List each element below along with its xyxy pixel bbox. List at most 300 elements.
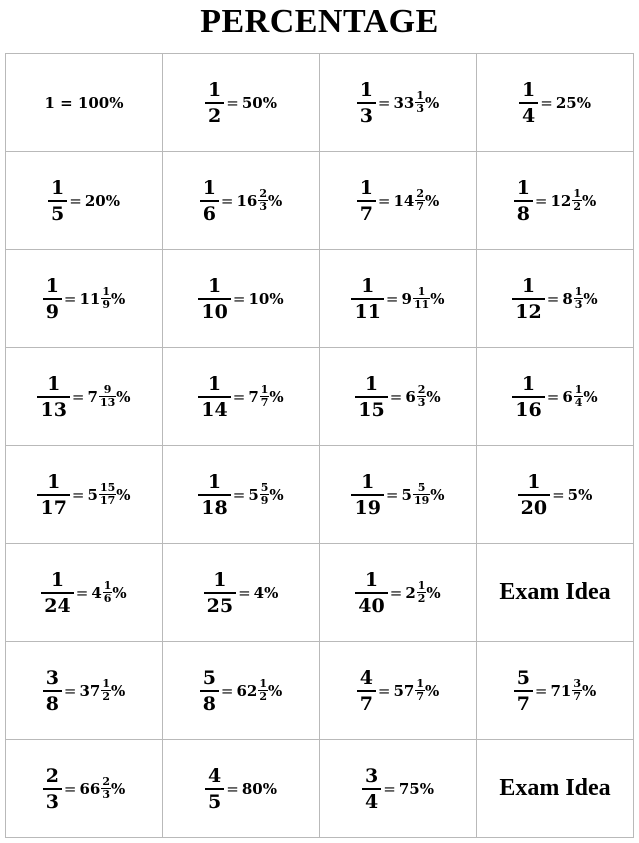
table-cell [477, 250, 634, 348]
percent-fraction [258, 188, 268, 213]
fraction-equation [200, 177, 283, 225]
percent-fraction-denominator: 3 [102, 788, 111, 801]
table-cell [477, 152, 634, 250]
table-row [6, 544, 634, 642]
percent-sign: % [269, 387, 284, 406]
table-row [6, 740, 634, 838]
fraction [198, 373, 230, 421]
table-cell [163, 544, 320, 642]
percent-fraction [574, 286, 584, 311]
percent-sign: % [582, 191, 597, 210]
percent-sign: % [426, 583, 441, 602]
equals-sign: = [232, 289, 246, 308]
percent-sign: % [105, 191, 120, 210]
percent-fraction-denominator: 6 [103, 592, 112, 605]
percent-fraction-numerator: 5 [260, 481, 269, 494]
fraction-equation [357, 667, 440, 715]
fraction [205, 765, 224, 813]
fraction-numerator: 1 [47, 470, 61, 493]
percent-whole: 66 [79, 779, 101, 798]
fraction-denominator: 4 [362, 788, 381, 813]
table-cell [163, 54, 320, 152]
percent-sign: % [419, 779, 434, 798]
fraction-numerator: 1 [361, 470, 375, 493]
fraction-numerator: 1 [521, 372, 536, 395]
percent-whole: 5 [567, 485, 579, 504]
fraction-equation [512, 275, 597, 323]
percent-fraction-denominator: 7 [573, 690, 582, 703]
fraction-numerator: 5 [202, 666, 216, 689]
equals-sign: = [75, 583, 89, 602]
percent-whole: 80 [241, 779, 263, 798]
fraction [200, 177, 219, 225]
fraction-equation [357, 79, 440, 127]
fraction [204, 569, 236, 617]
percent-whole: 7 [248, 387, 259, 406]
percent-value [540, 94, 591, 112]
table-cell [477, 446, 634, 544]
fraction-denominator: 17 [37, 494, 69, 519]
fraction [355, 569, 387, 617]
percent-value [383, 780, 434, 798]
percent-sign: % [111, 779, 126, 798]
fraction-numerator: 4 [359, 666, 373, 689]
percent-fraction-numerator: 1 [573, 187, 582, 200]
fraction-equation [514, 667, 597, 715]
fraction-equation [37, 373, 130, 421]
percent-fraction-denominator: 17 [99, 494, 116, 507]
percent-sign: % [425, 93, 440, 112]
percent-value [76, 580, 127, 605]
table-cell [163, 740, 320, 838]
fraction-numerator: 1 [213, 568, 227, 591]
fraction-equation [514, 177, 597, 225]
percent-sign: % [269, 289, 284, 308]
percent-fraction-numerator: 9 [103, 383, 112, 396]
percent-value [378, 188, 439, 213]
percent-fraction-denominator: 13 [99, 396, 116, 409]
fraction-equation [355, 569, 440, 617]
fraction-denominator: 20 [518, 494, 550, 519]
fraction-denominator: 8 [514, 200, 533, 225]
fraction-denominator: 25 [204, 592, 236, 617]
percent-fraction-numerator: 1 [260, 383, 269, 396]
percent-sign: % [425, 681, 440, 700]
percent-whole: 12 [550, 191, 572, 210]
fraction-equation [351, 471, 444, 519]
fraction-denominator: 10 [198, 298, 230, 323]
fraction [43, 667, 62, 715]
fraction-denominator: 11 [351, 298, 383, 323]
percent-fraction-numerator: 1 [574, 383, 583, 396]
table-cell [320, 740, 477, 838]
percent-fraction [99, 482, 116, 507]
percent-fraction-denominator: 3 [574, 298, 583, 311]
fraction-equation [43, 667, 126, 715]
percent-fraction [572, 678, 582, 703]
percent-value [64, 776, 125, 801]
percent-fraction [572, 188, 582, 213]
percent-fraction-numerator: 1 [103, 579, 112, 592]
fraction-denominator: 2 [205, 102, 224, 127]
equals-sign: = [226, 779, 239, 798]
fraction-denominator: 5 [205, 788, 224, 813]
equals-sign: = [389, 387, 403, 406]
percent-fraction-numerator: 1 [574, 285, 583, 298]
percent-fraction [103, 580, 113, 605]
fraction-denominator: 13 [37, 396, 69, 421]
equals-sign: = [546, 387, 560, 406]
fraction-numerator: 1 [47, 372, 61, 395]
table-cell [320, 544, 477, 642]
equals-sign: = [220, 191, 234, 210]
fraction-equation [204, 569, 279, 617]
table-cell [6, 348, 163, 446]
percent-value [72, 384, 131, 409]
percent-value [547, 384, 598, 409]
percent-fraction-denominator: 9 [102, 298, 111, 311]
percent-fraction [574, 384, 584, 409]
equals-sign: = [232, 387, 246, 406]
fraction-denominator: 15 [355, 396, 387, 421]
fraction-denominator: 8 [200, 690, 219, 715]
equals-sign: = [238, 583, 251, 602]
percent-fraction-numerator: 1 [259, 677, 268, 690]
percent-sign: % [262, 93, 277, 112]
percent-value [233, 482, 284, 507]
fraction-equation [200, 667, 283, 715]
percent-whole: 14 [393, 191, 415, 210]
table-cell [477, 642, 634, 740]
percent-whole: 16 [236, 191, 258, 210]
percent-whole: 5 [401, 485, 412, 504]
fraction-numerator: 1 [364, 568, 379, 591]
fraction-numerator: 1 [208, 78, 222, 101]
percent-whole: 5 [87, 485, 98, 504]
percent-fraction-numerator: 3 [573, 677, 582, 690]
percent-whole: 7 [87, 387, 98, 406]
fraction-numerator: 1 [208, 274, 222, 297]
percent-sign: % [583, 387, 598, 406]
fraction-equation [198, 471, 283, 519]
table-cell [6, 642, 163, 740]
page-title: PERCENTAGE [200, 3, 439, 40]
percent-whole: 50 [241, 93, 263, 112]
percent-fraction [99, 384, 116, 409]
fraction-denominator: 12 [512, 298, 544, 323]
percent-fraction-numerator: 1 [417, 285, 426, 298]
table-row [6, 250, 634, 348]
fraction-numerator: 1 [50, 568, 65, 591]
percentage-table [5, 53, 634, 838]
fraction-equation [355, 373, 440, 421]
fraction-equation [198, 275, 283, 323]
percent-value [386, 286, 445, 311]
fraction-denominator: 8 [43, 690, 62, 715]
percent-fraction-denominator: 2 [102, 690, 111, 703]
percent-whole: 5 [248, 485, 259, 504]
percent-value [386, 482, 445, 507]
fraction [205, 79, 224, 127]
percent-value [233, 290, 284, 308]
percent-fraction-denominator: 19 [413, 494, 430, 507]
fraction-equation [518, 471, 593, 519]
percent-whole: 6 [405, 387, 416, 406]
percent-sign: % [430, 289, 445, 308]
equals-sign: = [71, 485, 85, 504]
fraction-denominator: 24 [41, 592, 73, 617]
table-cell [6, 446, 163, 544]
fraction-denominator: 16 [512, 396, 544, 421]
percent-fraction-denominator: 4 [574, 396, 583, 409]
fraction-numerator: 1 [527, 470, 541, 493]
percent-whole: 10 [248, 289, 270, 308]
fraction-numerator: 1 [359, 176, 373, 199]
percent-whole: 57 [393, 681, 415, 700]
percent-whole: 25 [555, 93, 577, 112]
percent-fraction [258, 678, 268, 703]
fraction [41, 569, 73, 617]
fraction-equation [48, 177, 120, 225]
table-row [6, 642, 634, 740]
percent-fraction-denominator: 3 [417, 396, 426, 409]
percent-fraction-numerator: 2 [416, 187, 425, 200]
percent-fraction-denominator: 7 [416, 200, 425, 213]
fraction-equation [41, 569, 126, 617]
fraction [355, 373, 387, 421]
fraction-numerator: 1 [361, 274, 375, 297]
percent-fraction-numerator: 5 [417, 481, 426, 494]
percent-fraction-denominator: 2 [417, 592, 426, 605]
percent-fraction-denominator: 2 [259, 690, 268, 703]
table-cell [320, 54, 477, 152]
fraction-denominator: 7 [357, 200, 376, 225]
percent-value [69, 192, 120, 210]
percent-fraction-numerator: 2 [259, 187, 268, 200]
table-cell [320, 642, 477, 740]
percent-fraction-numerator: 1 [416, 89, 425, 102]
fraction-numerator: 1 [522, 78, 536, 101]
table-cell [477, 54, 634, 152]
table-cell [163, 446, 320, 544]
fraction [37, 471, 69, 519]
percent-whole: 4 [91, 583, 102, 602]
percent-fraction [415, 90, 425, 115]
fraction-numerator: 4 [208, 764, 222, 787]
table-row [6, 446, 634, 544]
fraction [514, 667, 533, 715]
table-cell [163, 642, 320, 740]
fraction-equation [519, 79, 591, 127]
equals-sign: = [534, 191, 548, 210]
table-cell [320, 250, 477, 348]
percent-fraction [413, 286, 430, 311]
percent-sign: % [112, 583, 127, 602]
fraction [514, 177, 533, 225]
percent-whole: 20 [84, 191, 106, 210]
fraction-numerator: 1 [516, 176, 530, 199]
percent-fraction-denominator: 3 [416, 102, 425, 115]
fraction [351, 275, 383, 323]
table-cell [320, 152, 477, 250]
table-cell [6, 544, 163, 642]
percent-fraction-denominator: 7 [260, 396, 269, 409]
percent-value [535, 678, 596, 703]
fraction [200, 667, 219, 715]
percent-value [390, 580, 441, 605]
fraction-denominator: 4 [519, 102, 538, 127]
percent-value [221, 188, 282, 213]
percent-fraction [413, 482, 430, 507]
table-cell [477, 348, 634, 446]
exam-idea-label: Exam Idea [499, 775, 611, 801]
percent-sign: % [425, 191, 440, 210]
equals-sign: = [377, 191, 391, 210]
equals-sign: = [63, 779, 77, 798]
fraction-numerator: 1 [202, 176, 216, 199]
equals-sign: = [377, 93, 391, 112]
fraction-denominator: 18 [198, 494, 230, 519]
fraction-denominator: 3 [357, 102, 376, 127]
fraction-denominator: 40 [355, 592, 387, 617]
equals-sign: = [220, 681, 234, 700]
percent-whole: 8 [562, 289, 573, 308]
fraction-denominator: 9 [43, 298, 62, 323]
fraction-equation [37, 471, 130, 519]
table-row [6, 54, 634, 152]
percent-sign: % [268, 681, 283, 700]
percent-sign: % [111, 681, 126, 700]
percent-whole: 37 [79, 681, 101, 700]
equals-sign: = [71, 387, 85, 406]
percent-sign: % [430, 485, 445, 504]
fraction [357, 177, 376, 225]
equals-sign: = [63, 289, 77, 308]
percent-fraction [260, 384, 270, 409]
percent-fraction [415, 188, 425, 213]
fraction [351, 471, 383, 519]
fraction-numerator: 1 [359, 78, 373, 101]
table-cell [163, 348, 320, 446]
fraction [198, 471, 230, 519]
table-row [6, 348, 634, 446]
percent-fraction [417, 384, 427, 409]
percent-value [64, 678, 125, 703]
fraction-denominator: 3 [43, 788, 62, 813]
fraction [512, 373, 544, 421]
fraction [518, 471, 550, 519]
equals-sign: = [226, 93, 239, 112]
fraction-numerator: 1 [364, 372, 379, 395]
table-cell [477, 740, 634, 838]
equals-sign: = [389, 583, 403, 602]
percent-sign: % [582, 681, 597, 700]
table-cell [163, 250, 320, 348]
equals-sign: = [232, 485, 246, 504]
percent-whole: 6 [562, 387, 573, 406]
percent-sign: % [111, 289, 126, 308]
percent-sign: % [426, 387, 441, 406]
fraction [198, 275, 230, 323]
fraction-equation [43, 275, 126, 323]
fraction-equation [362, 765, 434, 813]
percent-fraction-denominator: 11 [413, 298, 430, 311]
fraction [357, 79, 376, 127]
percent-sign: % [116, 485, 131, 504]
table-cell [320, 446, 477, 544]
fraction-denominator: 14 [198, 396, 230, 421]
fraction-equation [357, 177, 440, 225]
percent-whole: 71 [550, 681, 572, 700]
fraction [519, 79, 538, 127]
percent-sign: % [116, 387, 131, 406]
percent-sign: % [262, 779, 277, 798]
table-cell [6, 740, 163, 838]
fraction [512, 275, 544, 323]
percent-value [238, 584, 278, 602]
percent-sign: % [264, 583, 279, 602]
percent-whole: 62 [236, 681, 258, 700]
percent-value [547, 286, 598, 311]
exam-idea-label: Exam Idea [499, 579, 611, 605]
table-row [6, 152, 634, 250]
percent-sign: % [578, 485, 593, 504]
plain-equation: 1 = 100% [44, 94, 124, 112]
equals-sign: = [546, 289, 560, 308]
fraction-denominator: 6 [200, 200, 219, 225]
equals-sign: = [69, 191, 82, 210]
table-cell [320, 348, 477, 446]
percent-fraction [417, 580, 427, 605]
percent-sign: % [269, 485, 284, 504]
percent-fraction-denominator: 9 [260, 494, 269, 507]
percent-fraction-numerator: 2 [102, 775, 111, 788]
fraction-numerator: 5 [516, 666, 530, 689]
equals-sign: = [377, 681, 391, 700]
equals-sign: = [385, 289, 399, 308]
percent-value [64, 286, 125, 311]
percent-fraction-denominator: 3 [259, 200, 268, 213]
equals-sign: = [552, 485, 565, 504]
fraction-numerator: 1 [521, 274, 536, 297]
fraction-numerator: 2 [45, 764, 59, 787]
percent-value [226, 780, 277, 798]
percent-value [72, 482, 131, 507]
fraction-numerator: 1 [45, 274, 59, 297]
equals-sign: = [534, 681, 548, 700]
percent-value [233, 384, 284, 409]
percent-fraction [415, 678, 425, 703]
percent-value [390, 384, 441, 409]
table-cell [6, 250, 163, 348]
percent-fraction-numerator: 1 [417, 579, 426, 592]
percent-sign: % [268, 191, 283, 210]
percent-whole: 4 [253, 583, 265, 602]
fraction-denominator: 7 [357, 690, 376, 715]
fraction-denominator: 5 [48, 200, 67, 225]
percent-whole: 33 [393, 93, 415, 112]
percent-fraction-denominator: 2 [573, 200, 582, 213]
table-cell [477, 544, 634, 642]
fraction-equation [205, 79, 277, 127]
equals-sign: = [383, 779, 396, 798]
equals-sign: = [63, 681, 77, 700]
fraction-numerator: 1 [51, 176, 65, 199]
fraction-numerator: 3 [45, 666, 59, 689]
percent-value [378, 678, 439, 703]
fraction [48, 177, 67, 225]
table-cell [6, 54, 163, 152]
